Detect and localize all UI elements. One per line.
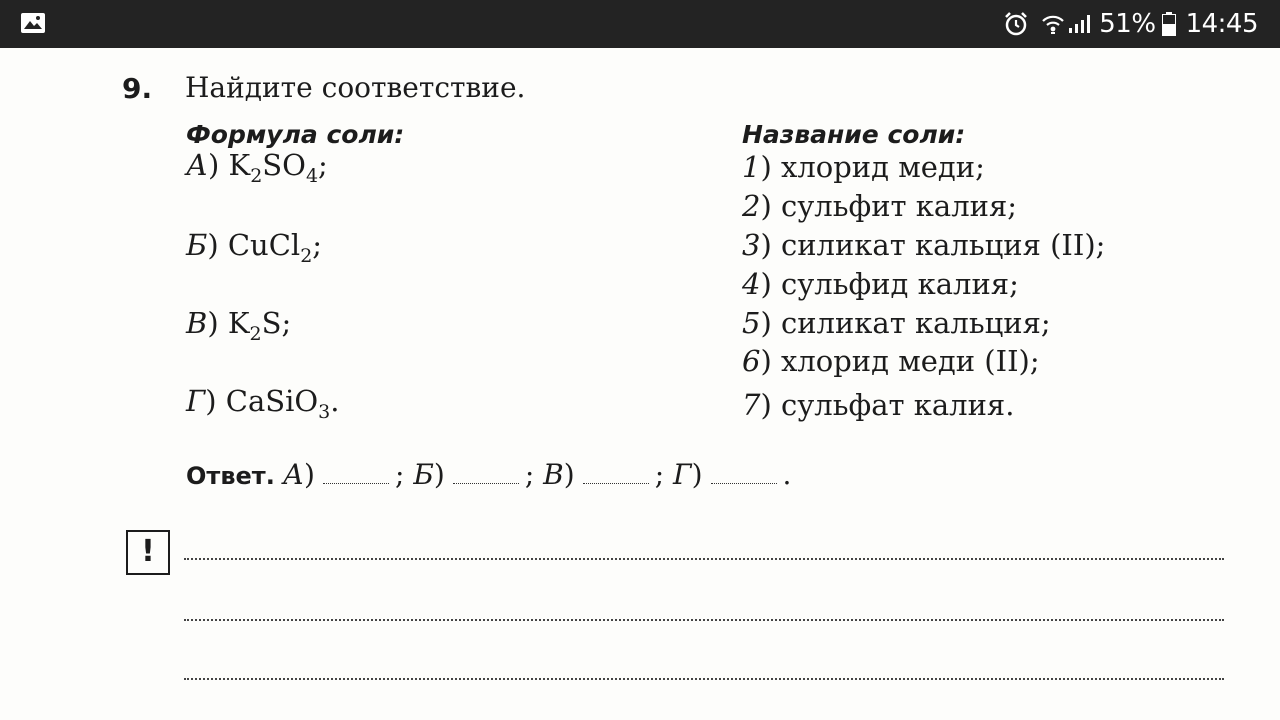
salt-name-item: 1) хлорид меди; [742,150,985,184]
formula-item: Г) CaSiO$_3$. [186,384,340,423]
answer-label: Ответ. [186,462,275,490]
formula-text: $K_2SO_4$; [228,148,328,187]
formula-letter: Б [186,228,208,262]
battery-percent: 51% [1099,9,1156,39]
formula-item: А) $K_2SO_4$; [186,148,328,187]
task-number: 9. [122,72,153,105]
formula-letter: Г [186,384,206,418]
formula-text: CaSiO$_3$. [225,384,340,423]
formulas-header: Формула соли: [186,120,405,149]
salt-name-item: 4) сульфид калия; [742,267,1019,301]
status-icons [1003,0,1258,48]
status-bar [0,0,1280,48]
signal-icon [1067,14,1091,34]
answer-blank-v[interactable] [583,463,649,484]
formula-letter: В [186,306,208,340]
answer-blank-a[interactable] [323,463,389,484]
salt-name-item: 2) сульфит калия; [742,189,1018,223]
writing-line[interactable] [184,678,1224,680]
wifi-icon [1041,13,1065,35]
salt-name-item: 5) силикат кальция; [742,306,1051,340]
clock: 14:45 [1185,9,1258,39]
battery-icon [1162,12,1176,36]
answer-blank-g[interactable] [711,463,777,484]
writing-line[interactable] [184,558,1224,560]
task-title: Найдите соответствие. [185,71,526,104]
writing-line[interactable] [184,619,1224,621]
formula-item: В) $K_2S$; [186,306,292,345]
gallery-icon[interactable] [20,12,46,34]
names-header: Название соли: [742,120,966,149]
salt-name-item: 7) сульфат калия. [742,388,1015,422]
formula-text: $K_2S$; [227,306,292,345]
note-mark-box: ! [126,530,170,575]
answer-blank-b[interactable] [453,463,519,484]
salt-name-item: 6) хлорид меди (II); [742,344,1040,378]
formula-item: Б) CuCl$_2$; [186,228,323,267]
salt-name-item: 3) силикат кальция (II); [742,228,1106,262]
formula-letter: А [186,148,208,182]
alarm-icon [1003,11,1029,37]
formula-text: CuCl$_2$; [227,228,323,267]
worksheet-page [0,48,1280,720]
answer-row: Ответ. А ) ; Б ) ; В ) ; Г ) . [186,458,792,491]
